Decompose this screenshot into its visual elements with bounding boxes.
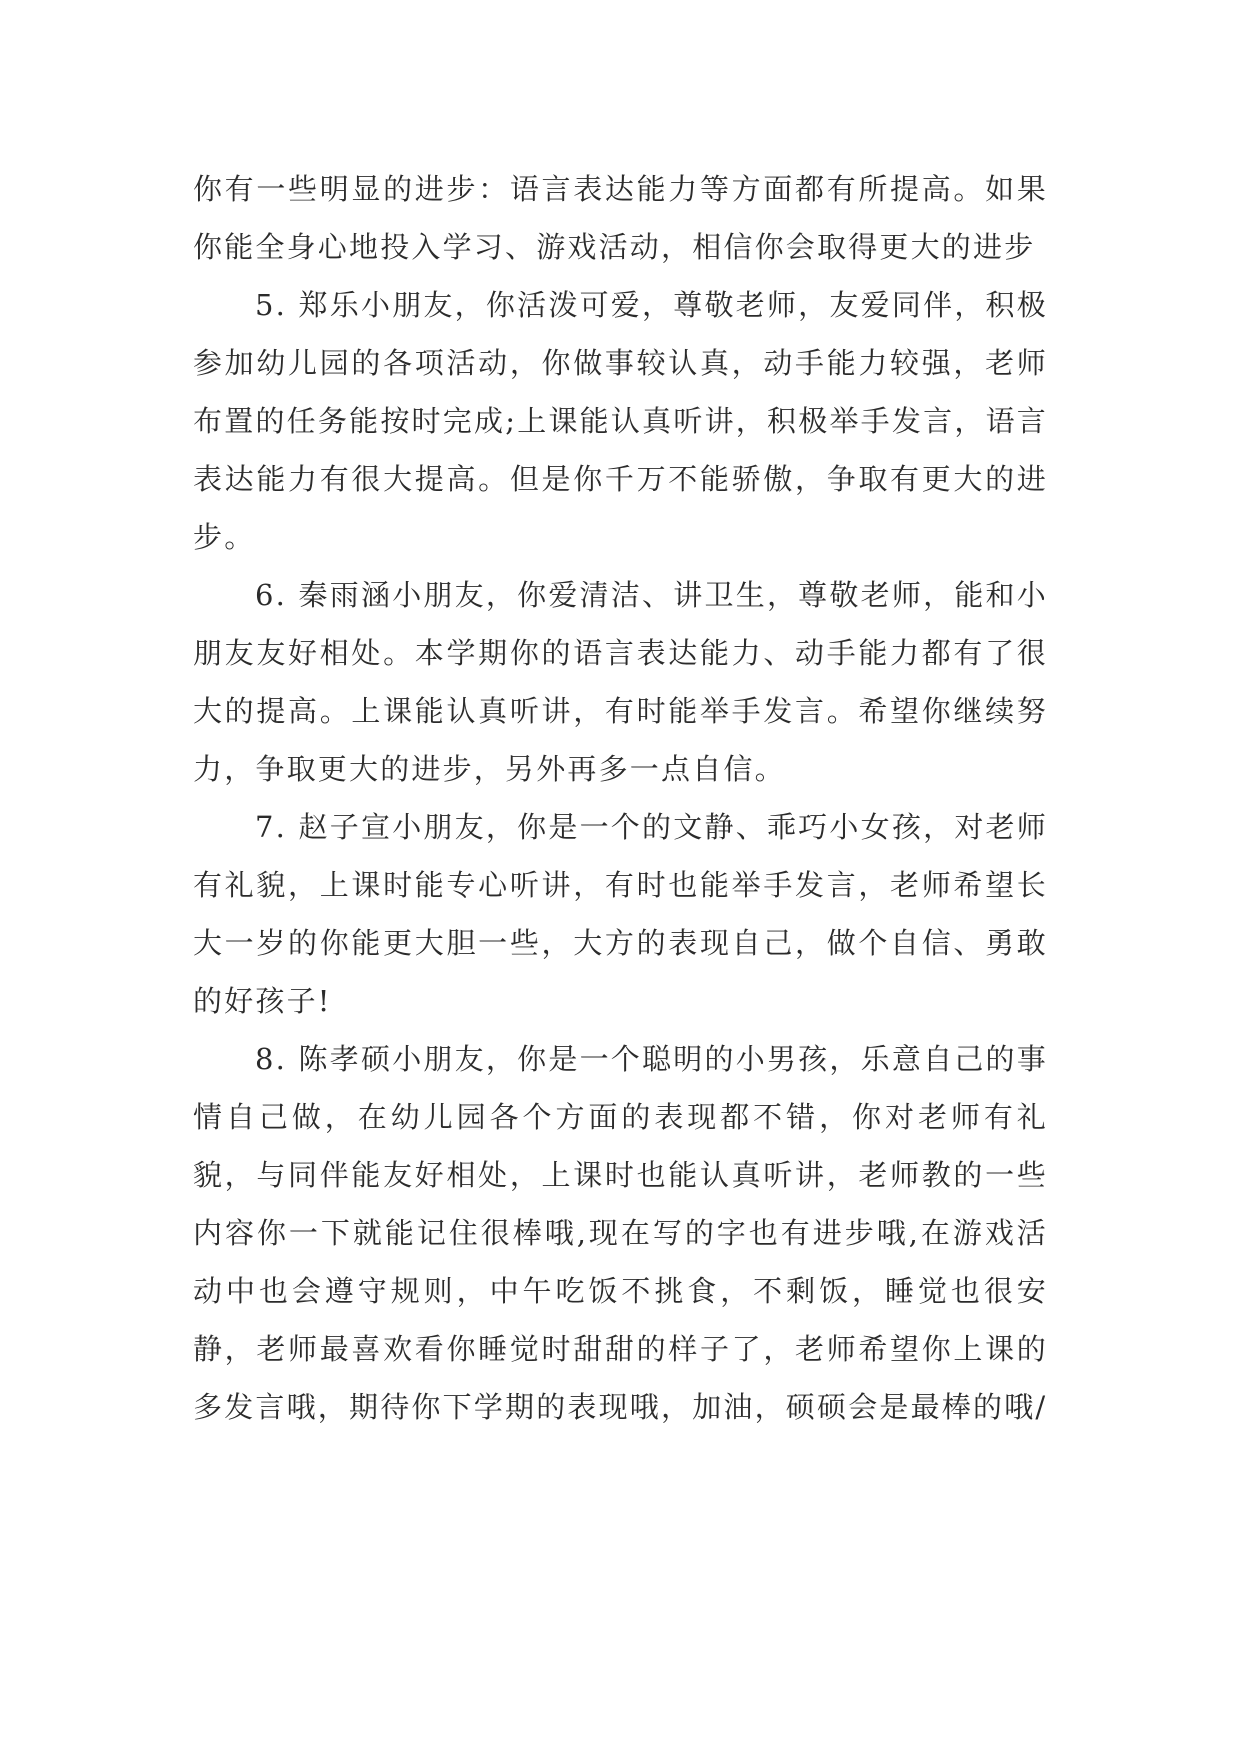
paragraph-item-7: 7. 赵子宣小朋友，你是一个的文静、乖巧小女孩，对老师有礼貌，上课时能专心听讲，有时也能举手发言，老师希望长大一岁的你能更大胆一些，大方的表现自己，做个自信、勇敢的好孩子!: [193, 810, 1048, 1018]
paragraph-item-8: 8. 陈孝硕小朋友，你是一个聪明的小男孩，乐意自己的事情自己做，在幼儿园各个方面的表现都不错，你对老师有礼貌，与同伴能友好相处，上课时也能认真听讲，老师教的一些内容你一下就能记住很棒哦,现在写的字也有进步哦,在游戏活动中也会遵守规则，中午吃饭不挑食，不剩饭，睡觉也很安静，老师最喜欢看你睡觉时甜甜的样子了，老师希望你上课的多发言哦，期待你下学期的表现哦，加油，硕硕会是最棒的哦/: [193, 1042, 1048, 1424]
paragraph-continuation: 你有一些明显的进步：语言表达能力等方面都有所提高。如果你能全身心地投入学习、游戏活动，相信你会取得更大的进步: [193, 172, 1048, 264]
document-body: [193, 160, 1048, 1436]
paragraph-item-6: 6. 秦雨涵小朋友，你爱清洁、讲卫生，尊敬老师，能和小朋友友好相处。本学期你的语言表达能力、动手能力都有了很大的提高。上课能认真听讲，有时能举手发言。希望你继续努力，争取更大的进步，另外再多一点自信。: [193, 578, 1048, 786]
paragraph-item-5: 5. 郑乐小朋友，你活泼可爱，尊敬老师，友爱同伴，积极参加幼儿园的各项活动，你做事较认真，动手能力较强，老师布置的任务能按时完成;上课能认真听讲，积极举手发言，语言表达能力有很大提高。但是你千万不能骄傲，争取有更大的进步。: [193, 288, 1048, 554]
